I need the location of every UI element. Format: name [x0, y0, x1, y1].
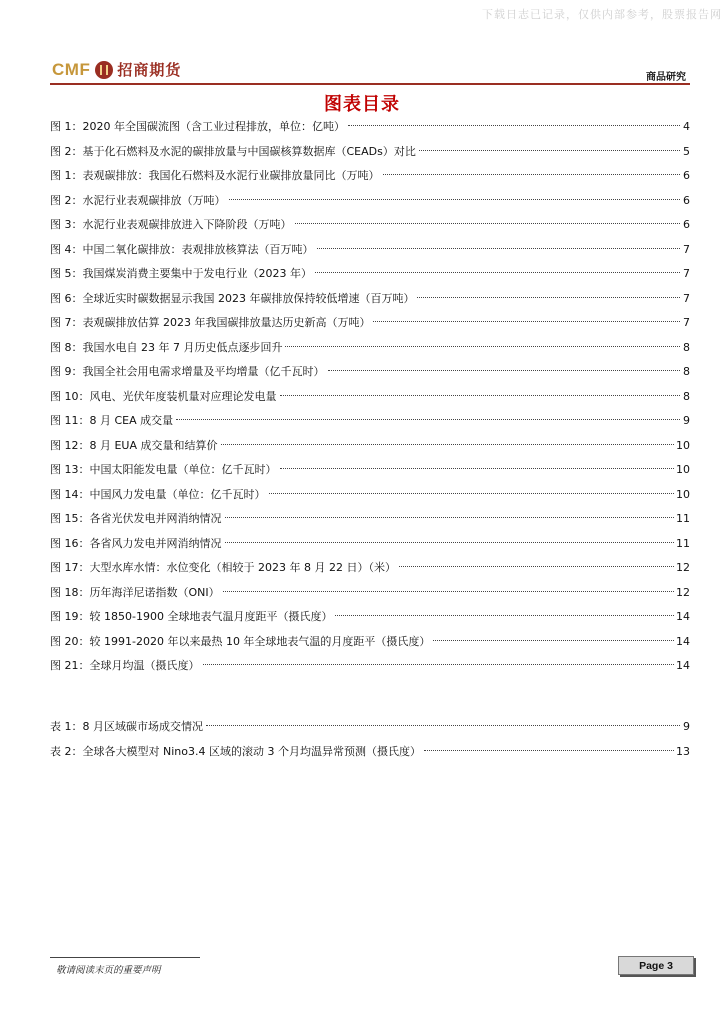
toc-entry-label: 表 1：8 月区域碳市场成交情况 — [50, 720, 203, 733]
toc-entry-page: 8 — [683, 389, 690, 403]
toc-entry-page: 10 — [676, 438, 690, 452]
toc-entry-page: 6 — [683, 218, 690, 231]
toc-entry-label: 图 10：风电、光伏年度装机量对应理论发电量 — [50, 389, 277, 403]
toc-entry-label: 图 6：全球近实时碳数据显示我国 2023 年碳排放保持较低增速（百万吨） — [50, 291, 415, 305]
toc-entry-page: 6 — [683, 169, 690, 182]
toc-entry[interactable] — [50, 532, 690, 557]
toc-dot-leader — [328, 370, 681, 371]
toc-dot-leader — [399, 566, 674, 567]
toc-entry[interactable] — [50, 164, 690, 189]
toc-entry[interactable] — [50, 434, 690, 459]
toc-dot-leader — [419, 150, 680, 151]
toc-entry-page: 11 — [676, 536, 690, 550]
toc-entry-label: 图 4：中国二氧化碳排放：表观排放核算法（百万吨） — [50, 242, 314, 256]
toc-entry[interactable] — [50, 507, 690, 532]
toc-dot-leader — [383, 174, 681, 175]
toc-entry-label: 图 3：水泥行业表观碳排放进入下降阶段（万吨） — [50, 218, 292, 231]
toc-entry-page: 10 — [676, 487, 690, 501]
toc-entry[interactable] — [50, 189, 690, 214]
table-list — [50, 715, 690, 764]
toc-entry-label: 图 7：表观碳排放估算 2023 年我国碳排放量达历史新高（万吨） — [50, 316, 371, 329]
watermark-text: 下载日志已记录，仅供内部参考，股票报告网 — [482, 8, 722, 21]
toc-dot-leader — [206, 725, 680, 726]
toc-dot-leader — [317, 248, 681, 249]
toc-entry-label: 图 13：中国太阳能发电量（单位：亿千瓦时） — [50, 463, 277, 476]
toc-entry-page: 9 — [683, 414, 690, 427]
toc-entry-label: 表 2：全球各大模型对 Nino3.4 区域的滚动 3 个月均温异常预测（摄氏度） — [50, 744, 421, 758]
toc-dot-leader — [433, 640, 674, 641]
toc-entry-label: 图 1：表观碳排放：我国化石燃料及水泥行业碳排放量同比（万吨） — [50, 169, 380, 182]
toc-entry[interactable] — [50, 715, 690, 740]
toc-dot-leader — [373, 321, 680, 322]
toc-entry-page: 11 — [676, 512, 690, 525]
toc-entry-label: 图 15：各省光伏发电并网消纳情况 — [50, 512, 222, 525]
footer-divider — [50, 957, 200, 958]
toc-entry[interactable] — [50, 556, 690, 581]
toc-entry-page: 8 — [683, 365, 690, 378]
toc-dot-leader — [315, 272, 680, 273]
toc-entry[interactable] — [50, 740, 690, 765]
toc-entry[interactable] — [50, 605, 690, 630]
toc-entry-page: 4 — [683, 120, 690, 133]
toc-entry-label: 图 5：我国煤炭消费主要集中于发电行业（2023 年） — [50, 267, 312, 280]
toc-entry[interactable] — [50, 630, 690, 655]
toc-dot-leader — [285, 346, 680, 347]
logo-emblem-icon — [95, 61, 113, 79]
toc-entry[interactable] — [50, 213, 690, 238]
header-divider — [50, 83, 690, 85]
toc-dot-leader — [223, 591, 674, 592]
page-title: 图表目录 — [324, 94, 400, 115]
toc-dot-leader — [225, 542, 675, 543]
toc-entry[interactable] — [50, 458, 690, 483]
toc-entry-label: 图 1：2020 年全国碳流图（含工业过程排放，单位：亿吨） — [50, 120, 345, 133]
toc-entry[interactable] — [50, 483, 690, 508]
toc-entry-label: 图 2：基于化石燃料及水泥的碳排放量与中国碳核算数据库（CEADs）对比 — [50, 144, 416, 158]
toc-entry-label: 图 16：各省风力发电并网消纳情况 — [50, 536, 222, 550]
toc-dot-leader — [295, 223, 681, 224]
toc-entry-page: 7 — [683, 291, 690, 305]
toc-entry-label: 图 20：较 1991-2020 年以来最热 10 年全球地表气温的月度距平（摄氏度） — [50, 634, 431, 648]
toc-entry-page: 10 — [676, 463, 690, 476]
toc-entry-page: 12 — [676, 561, 690, 574]
toc-entry-page: 8 — [683, 340, 690, 354]
toc-dot-leader — [225, 517, 675, 518]
toc-entry-page: 7 — [683, 242, 690, 256]
toc-entry-page: 5 — [683, 144, 690, 158]
toc-entry[interactable] — [50, 581, 690, 606]
logo-latin-text: CMF — [52, 59, 91, 79]
toc-entry-label: 图 17：大型水库水情：水位变化（相较于 2023 年 8 月 22 日）（米） — [50, 561, 396, 574]
footer-disclaimer: 敬请阅读末页的重要声明 — [56, 965, 161, 976]
toc-entry-label: 图 2：水泥行业表观碳排放（万吨） — [50, 193, 226, 207]
toc-dot-leader — [417, 297, 680, 298]
toc-entry-page: 14 — [676, 610, 690, 623]
toc-entry-page: 7 — [683, 267, 690, 280]
toc-entry-label: 图 14：中国风力发电量（单位：亿千瓦时） — [50, 487, 266, 501]
toc-dot-leader — [176, 419, 680, 420]
page-number-badge: Page 3 — [618, 956, 694, 975]
toc-dot-leader — [280, 395, 681, 396]
toc-entry[interactable] — [50, 654, 690, 679]
toc-entry-page: 14 — [676, 634, 690, 648]
toc-entry[interactable] — [50, 287, 690, 312]
toc-entry-page: 9 — [683, 720, 690, 733]
toc-dot-leader — [229, 199, 681, 200]
toc-entry[interactable] — [50, 385, 690, 410]
toc-dot-leader — [221, 444, 674, 445]
toc-entry[interactable] — [50, 409, 690, 434]
toc-entry[interactable] — [50, 360, 690, 385]
toc-entry-page: 13 — [676, 744, 690, 758]
toc-entry[interactable] — [50, 140, 690, 165]
toc-dot-leader — [335, 615, 674, 616]
toc-entry-label: 图 19：较 1850-1900 全球地表气温月度距平（摄氏度） — [50, 610, 333, 623]
company-logo — [52, 59, 181, 80]
toc-entry-label: 图 12：8 月 EUA 成交量和结算价 — [50, 438, 218, 452]
toc-entry-label: 图 21：全球月均温（摄氏度） — [50, 659, 200, 672]
toc-entry[interactable] — [50, 262, 690, 287]
toc-dot-leader — [280, 468, 675, 469]
toc-entry[interactable] — [50, 115, 690, 140]
figure-list — [50, 115, 690, 679]
toc-entry-page: 14 — [676, 659, 690, 672]
toc-entry-page: 6 — [683, 193, 690, 207]
toc-entry-label: 图 11：8 月 CEA 成交量 — [50, 414, 174, 427]
toc-entry-page: 7 — [683, 316, 690, 329]
toc-entry[interactable] — [50, 311, 690, 336]
toc-entry-label: 图 8：我国水电自 23 年 7 月历史低点逐步回升 — [50, 340, 283, 354]
toc-entry[interactable] — [50, 336, 690, 361]
toc-entry-label: 图 18：历年海洋尼诺指数（ONI） — [50, 585, 220, 599]
toc-dot-leader — [203, 664, 675, 665]
toc-entry[interactable] — [50, 238, 690, 263]
toc-entry-label: 图 9：我国全社会用电需求增量及平均增量（亿千瓦时） — [50, 365, 325, 378]
toc-dot-leader — [424, 750, 674, 751]
section-label: 商品研究 — [646, 72, 686, 83]
logo-chinese-text: 招商期货 — [117, 61, 182, 79]
toc-dot-leader — [348, 125, 680, 126]
toc-dot-leader — [269, 493, 675, 494]
toc-entry-page: 12 — [676, 585, 690, 599]
